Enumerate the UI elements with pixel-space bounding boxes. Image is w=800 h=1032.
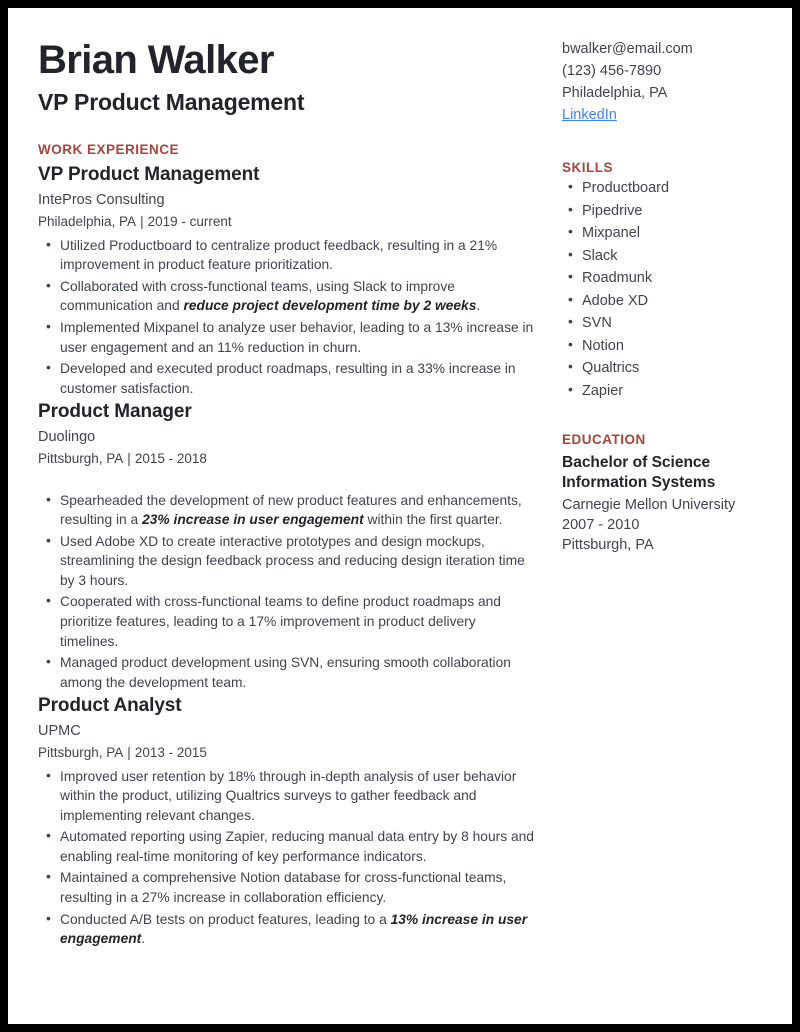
linkedin-link[interactable]: LinkedIn (562, 107, 617, 124)
highlighted-metric: reduce project development time by 2 weeks (183, 298, 477, 314)
highlighted-metric: 13% increase in user engagement (60, 911, 528, 947)
education-location: Pittsburgh, PA (562, 537, 654, 554)
job-bullet: • Improved user retention by 18% through in-depth analysis of user behavior within the product, utilizing Qualtrics surveys to gather feedback and implementing relevant changes. (38, 767, 536, 826)
highlighted-metric: 23% increase in user engagement (142, 512, 364, 528)
skill-item: • Pipedrive (562, 204, 790, 219)
skill-item: • Mixpanel (562, 226, 790, 241)
main-column (38, 30, 550, 1024)
job-company: IntePros Consulting (38, 192, 165, 209)
job-meta (38, 743, 536, 763)
job-location: Pittsburgh, PA (38, 745, 124, 761)
contact-location: Philadelphia, PA (562, 85, 668, 102)
job-meta (38, 212, 536, 232)
job-bullet: • Automated reporting using Zapier, reducing manual data entry by 8 hours and enabling real-time monitoring of key performance indicators. (38, 827, 536, 866)
job-bullet: • Maintained a comprehensive Notion database for cross-functional teams, resulting in a 27% increase in collaboration efficiency. (38, 868, 536, 907)
skill-item: • Adobe XD (562, 294, 790, 309)
job-bullet: • Spearheaded the development of new product features and enhancements, resulting in a 23% increase in user engagement within the first quarter. (38, 491, 536, 530)
work-experience-list (38, 163, 536, 948)
section-heading-skills: SKILLS (562, 160, 614, 176)
skill-item: • Zapier (562, 384, 790, 399)
job-meta (38, 449, 536, 469)
education-degree-line-1: Bachelor of Science (562, 454, 711, 472)
job-bullet-list (38, 236, 536, 399)
job-bullet: • Conducted A/B tests on product features, leading to a 13% increase in user engagement. (38, 910, 536, 949)
contact-phone[interactable]: (123) 456-7890 (562, 63, 662, 80)
job-dates: 2015 - 2018 (134, 450, 207, 466)
skill-item: • SVN (562, 316, 790, 331)
job-company: UPMC (38, 723, 81, 740)
skills-list (562, 181, 790, 398)
job-meta-separator: | (127, 450, 131, 466)
resume-page (8, 8, 792, 1024)
job-bullet: • Used Adobe XD to create interactive prototypes and design mockups, streamlining the design feedback process and reducing design iteration time by 3 hours. (38, 532, 536, 591)
section-heading-education: EDUCATION (562, 432, 646, 448)
skill-item: • Qualtrics (562, 361, 790, 376)
job-bullet-list (38, 491, 536, 693)
work-experience-entry (38, 163, 536, 398)
job-location: Pittsburgh, PA (38, 450, 124, 466)
job-title: Product Analyst (38, 695, 182, 717)
job-bullet-list (38, 767, 536, 949)
skill-item: • Productboard (562, 181, 790, 196)
job-dates: 2013 - 2015 (134, 745, 207, 761)
page-title: Brian Walker (38, 38, 274, 82)
side-column (550, 30, 790, 1024)
job-dates: 2019 - current (147, 214, 232, 230)
skill-item: • Slack (562, 249, 790, 264)
job-meta-separator: | (140, 214, 144, 230)
job-bullet: • Cooperated with cross-functional teams to define product roadmaps and prioritize features, leading to a 17% improvement in product delivery timelines. (38, 592, 536, 651)
job-bullet: • Implemented Mixpanel to analyze user behavior, leading to a 13% increase in user engagement and an 11% reduction in churn. (38, 318, 536, 357)
skill-item: • Notion (562, 339, 790, 354)
job-bullet: • Managed product development using SVN, ensuring smooth collaboration among the development team. (38, 653, 536, 692)
job-location: Philadelphia, PA (38, 214, 137, 230)
job-bullet: • Developed and executed product roadmaps, resulting in a 33% increase in customer satisfaction. (38, 359, 536, 398)
work-experience-entry (38, 694, 536, 948)
skill-item: • Roadmunk (562, 271, 790, 286)
professional-headline: VP Product Management (38, 88, 305, 115)
section-heading-work-experience: WORK EXPERIENCE (38, 142, 180, 158)
job-title: VP Product Management (38, 164, 260, 186)
resume-body (8, 8, 792, 1024)
education-degree-line-2: Information Systems (562, 473, 716, 491)
job-bullet: • Collaborated with cross-functional teams, using Slack to improve communication and reduce project development time by 2 weeks. (38, 277, 536, 316)
education-school: Carnegie Mellon University (562, 496, 736, 513)
job-title: Product Manager (38, 401, 192, 423)
contact-email[interactable]: bwalker@email.com (562, 41, 693, 57)
job-meta-separator: | (127, 745, 131, 761)
education-years: 2007 - 2010 (562, 516, 640, 533)
work-experience-entry (38, 400, 536, 692)
job-bullet: • Utilized Productboard to centralize product feedback, resulting in a 21% improvement in product feature prioritization. (38, 236, 536, 275)
job-company: Duolingo (38, 428, 96, 445)
